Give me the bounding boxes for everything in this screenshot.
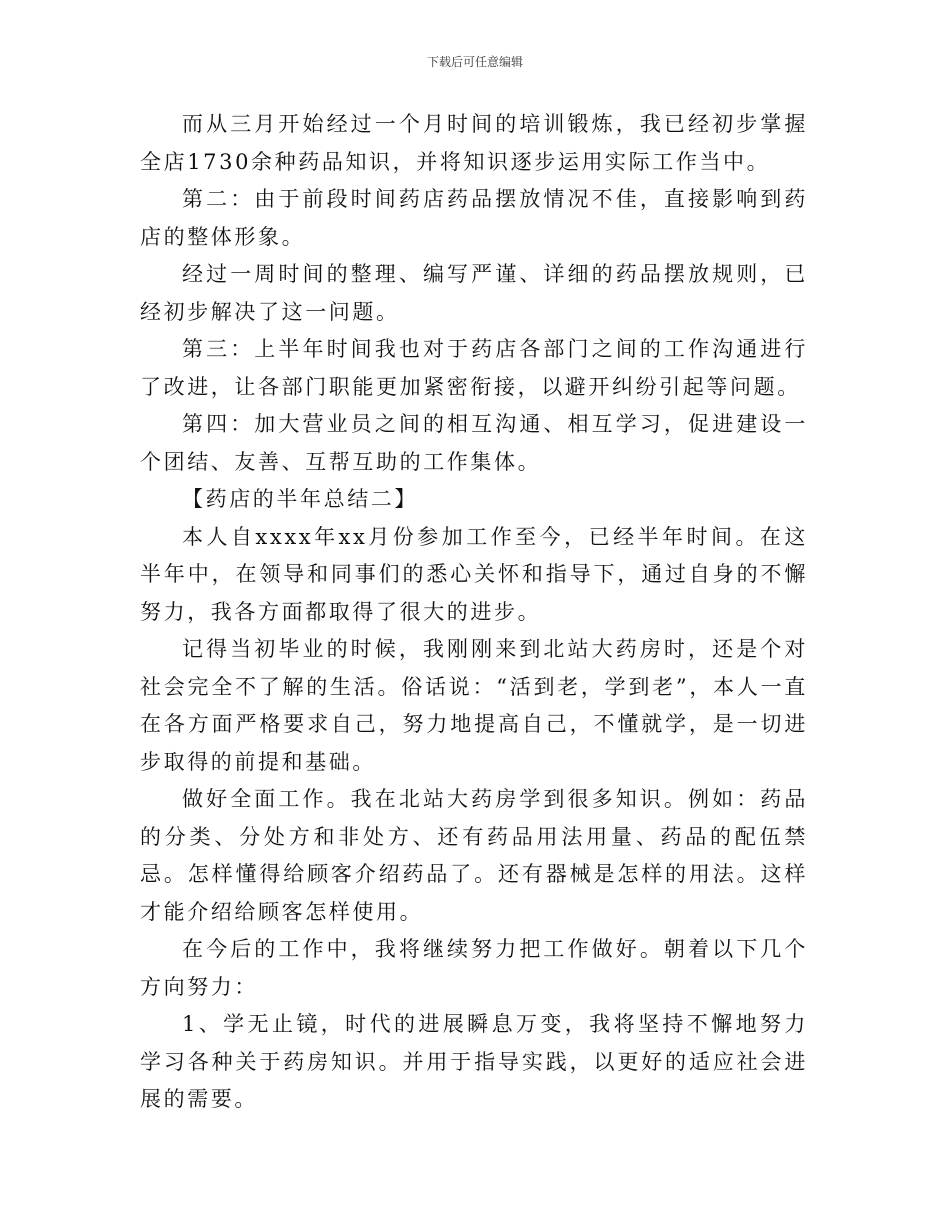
- paragraph-item-one: 1、学无止镜，时代的进展瞬息万变，我将坚持不懈地努力学习各种关于药房知识。并用于指导实践，以更好的适应社会进展的需要。: [140, 1012, 808, 1111]
- paragraph-point-three: 第三：上半年时间我也对于药店各部门之间的工作沟通进行了改进，让各部门职能更加紧密衔接，以避开纠纷引起等问题。: [140, 337, 808, 399]
- paragraph-point-four: 第四：加大营业员之间的相互沟通、相互学习，促进建设一个团结、友善、互帮互助的工作集体。: [140, 412, 808, 474]
- document-body: [140, 106, 808, 1119]
- paragraph-graduation: 记得当初毕业的时候，我刚刚来到北站大药房时，还是个对社会完全不了解的生活。俗话说：“活到老，学到老”，本人一直在各方面严格要求自己，努力地提高自己，不懂就学，是一切进步取得的前提和基础。: [140, 637, 808, 774]
- paragraph-point-two: 第二：由于前段时间药店药品摆放情况不佳，直接影响到药店的整体形象。: [140, 187, 808, 249]
- paragraph-knowledge: 做好全面工作。我在北站大药房学到很多知识。例如：药品的分类、分处方和非处方、还有药品用法用量、药品的配伍禁忌。怎样懂得给顾客介绍药品了。还有器械是怎样的用法。这样才能介绍给顾客怎样使用。: [140, 787, 808, 924]
- page-header: 下载后可任意编辑: [426, 55, 523, 69]
- section-heading: 【药店的半年总结二】: [182, 487, 418, 511]
- paragraph-intro: 本人自xxxx年xx月份参加工作至今，已经半年时间。在这半年中，在领导和同事们的悉心关怀和指导下，通过自身的不懈努力，我各方面都取得了很大的进步。: [140, 524, 808, 624]
- paragraph-future-work: 在今后的工作中，我将继续努力把工作做好。朝着以下几个方向努力：: [140, 937, 808, 999]
- paragraph-training: 而从三月开始经过一个月时间的培训锻炼，我已经初步掌握全店1730余种药品知识，并将知识逐步运用实际工作当中。: [140, 112, 808, 174]
- paragraph-display-rules: 经过一周时间的整理、编写严谨、详细的药品摆放规则，已经初步解决了这一问题。: [140, 262, 808, 324]
